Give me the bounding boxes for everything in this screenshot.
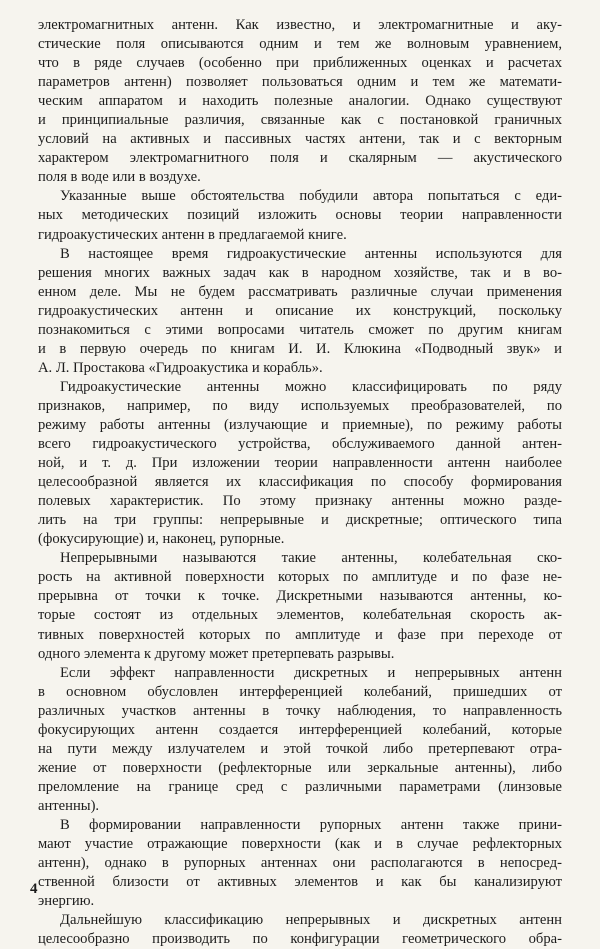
text-line: электромагнитных антенн. Как известно, и электромагнитные и аку-: [38, 17, 562, 33]
text-line: В настоящее время гидроакустические антенны используются для: [60, 245, 562, 262]
text-line: на пути между излучателем и этой точкой либо претерпевают отра-: [38, 740, 562, 757]
text-line: фокусирующих антенн создается интерференцией колебаний, которые: [38, 721, 562, 738]
text-line: целесообразной является их классификация по способу формирования: [38, 474, 562, 491]
text-line: условий на активных и пассивных частях антени, так и с векторным: [38, 131, 562, 148]
text-line: Указанные выше обстоятельства побудили автора попытаться с еди-: [60, 188, 562, 205]
text-line: различных участков антенны в точку наблюдения, то направленность: [38, 702, 562, 719]
paragraph: [38, 911, 562, 949]
paragraph: [38, 816, 562, 911]
text-line: преломление на границе сред с различными параметрами (линзовые: [38, 778, 562, 795]
text-line: стические поля описываются одним и тем же волновым уравнением,: [38, 36, 562, 53]
text-line: жение от поверхности (рефлекторные или зеркальные антенны), либо: [38, 759, 562, 776]
text-line: что в ряде случаев (особенно при приближенных оценках и расчетах: [38, 55, 562, 72]
text-line: торые состоят из отдельных элементов, колебательная скорость ак-: [38, 607, 562, 624]
text-line: В формировании направленности рупорных антенн также прини-: [60, 816, 562, 833]
text-line: характером электромагнитного поля и скалярным — акустического: [38, 150, 562, 167]
text-line: гидроакустических антенн в предлагаемой книге.: [38, 226, 347, 243]
text-line: ческим аппаратом и находить полезные аналогии. Однако существуют: [38, 93, 562, 110]
text-line: Дальнейшую классификацию непрерывных и дискретных антенн: [60, 912, 562, 929]
text-line: лить на три группы: непрерывные и дискретные; оптического типа: [38, 512, 562, 529]
text-line: прерывна от точки к точке. Дискретными называются антенны, ко-: [38, 588, 562, 605]
paragraph: [38, 245, 562, 378]
text-line: Гидроакустические антенны можно классифицировать по ряду: [60, 378, 562, 395]
paragraph: [38, 664, 562, 816]
text-line: ной, и т. д. При изложении теории направленности антенн наиболее: [38, 455, 562, 472]
text-line: антенны).: [38, 797, 100, 814]
text-line: ных методических позиций изложить основы теории направленности: [38, 207, 562, 224]
text-line: решения многих важных задач как в народном хозяйстве, так и в во-: [38, 264, 562, 281]
text-line: режиму работы антенны (излучающие и приемные), по режиму работы: [38, 416, 562, 433]
text-line: познакомиться с этими вопросами читатель сможет по другим книгам: [38, 321, 562, 338]
paragraph: [38, 16, 562, 187]
text-line: тивных поверхностей которых по амплитуде и фазе при переходе от: [38, 626, 562, 643]
text-line: и принципиальные различия, связанные как с постановкой граничных: [38, 112, 562, 129]
text-line: антенн), однако в рупорных антеннах они располагаются в непосред-: [38, 855, 562, 872]
paragraph: [38, 187, 562, 244]
text-line: в основном обусловлен интерференцией колебаний, пришедших от: [38, 683, 562, 700]
body-text: [38, 16, 562, 949]
text-line: ственной близости от активных элементов и как бы канализируют: [38, 874, 562, 891]
text-line: целесообразно производить по конфигурации геометрического обра-: [38, 931, 562, 948]
text-line: энергию.: [38, 893, 95, 910]
text-line: всего гидроакустического устройства, обслуживаемого данной антен-: [38, 436, 562, 453]
text-line: Если эффект направленности дискретных и непрерывных антенн: [60, 664, 562, 681]
text-line: мают участие отражающие поверхности (как и в случае рефлекторных: [38, 836, 562, 853]
page-number: 4: [30, 881, 38, 897]
text-line: рость на активной поверхности которых по амплитуде и по фазе не-: [38, 569, 562, 586]
text-line: енном деле. Мы не будем рассматривать различные случаи применения: [38, 283, 562, 300]
text-line: А. Л. Простакова «Гидроакустика и корабль».: [38, 359, 323, 376]
text-line: признаков, например, по виду используемых преобразователей, по: [38, 397, 562, 414]
text-line: параметров антенн) позволяет пользоваться одним и тем же математи-: [38, 74, 562, 91]
paragraph: [38, 378, 562, 549]
text-line: поля в воде или в воздухе.: [38, 169, 201, 186]
text-line: (фокусирующие) и, наконец, рупорные.: [38, 531, 285, 548]
text-line: полевых характеристик. По этому признаку антенны можно разде-: [38, 493, 562, 510]
text-line: гидроакустических антенн и описание их конструкций, поскольку: [38, 302, 562, 319]
text-line: одного элемента к другому может претерпевать разрывы.: [38, 645, 395, 662]
text-line: и в первую очередь по книгам И. И. Клюкина «Подводный звук» и: [38, 340, 562, 357]
paragraph: [38, 549, 562, 663]
text-line: Непрерывными называются такие антенны, колебательная ско-: [60, 550, 562, 567]
